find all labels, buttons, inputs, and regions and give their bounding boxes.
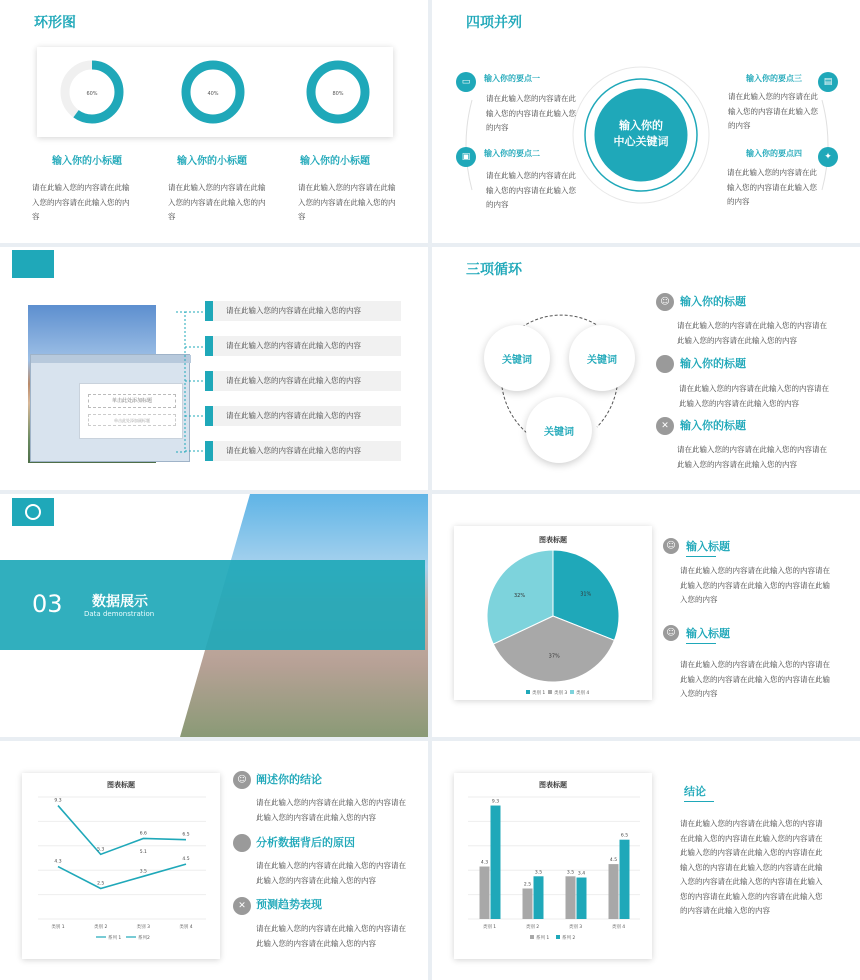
- list-row-text: 请在此输入您的内容请在此输入您的内容: [226, 341, 361, 350]
- data-label: 9.3: [491, 799, 500, 805]
- logo-block: [12, 498, 54, 526]
- bar-chart-card: [454, 773, 652, 959]
- section-title: 数据展示: [92, 594, 148, 610]
- bar: [480, 867, 490, 919]
- tools-icon: ✦: [818, 147, 838, 167]
- pie-item-1-heading: 输入标题: [686, 540, 730, 553]
- point-4-text: 请在此输入您的内容请在此输入您的内容请在此输入您的内容: [727, 168, 817, 206]
- bar: [491, 806, 501, 919]
- circle-icon: [656, 355, 674, 373]
- tick-label: 类别 4: [179, 925, 193, 930]
- legend-label: 系列2: [138, 936, 150, 941]
- data-label: 2.5: [523, 882, 532, 888]
- chart-title: 图表标题: [539, 536, 567, 544]
- pie-item-1-text: 请在此输入您的内容请在此输入您的内容请在此输入您的内容请在此输入您的内容请在此输入您的内容: [680, 566, 830, 604]
- data-label: 4.3: [54, 859, 62, 865]
- bar: [534, 876, 544, 919]
- legend-swatch: [526, 690, 530, 694]
- bar: [577, 878, 587, 919]
- center-keyword-line1: 输入你的: [619, 119, 663, 132]
- bar: [523, 889, 533, 920]
- list-row: [205, 371, 401, 391]
- handshake-icon: ☺: [663, 538, 679, 554]
- tick-label: 类别 2: [94, 925, 108, 930]
- data-label: 2.5: [97, 881, 105, 887]
- slide-list-photo[interactable]: [0, 247, 428, 490]
- briefcase-icon: ▣: [456, 147, 476, 167]
- point-2-text: 请在此输入您的内容请在此输入您的内容请在此输入您的内容: [486, 171, 576, 209]
- cycle-item-2-text: 请在此输入您的内容请在此输入您的内容请在此输入您的内容请在此输入您的内容: [679, 384, 829, 408]
- handshake-icon: ☺: [663, 625, 679, 641]
- ring-2-text: 请在此输入您的内容请在此输入您的内容请在此输入您的内容: [168, 183, 266, 221]
- ring-1-text: 请在此输入您的内容请在此输入您的内容请在此输入您的内容: [32, 183, 130, 221]
- pie-item-2-heading: 输入标题: [686, 627, 730, 640]
- list-row: [205, 406, 401, 426]
- slide-bar-chart[interactable]: [432, 741, 860, 980]
- list-row: [205, 336, 401, 356]
- circle-icon: [233, 834, 251, 852]
- tick-label: 类别 4: [611, 925, 626, 930]
- ring-1-subtitle: 输入你的小标题: [52, 156, 122, 167]
- series-line: [58, 864, 186, 888]
- list-row-text: 请在此输入您的内容请在此输入您的内容: [226, 306, 361, 315]
- data-label: 3.5: [566, 870, 575, 876]
- cycle-item-3-text: 请在此输入您的内容请在此输入您的内容请在此输入您的内容请在此输入您的内容: [677, 445, 827, 469]
- slide-line-chart[interactable]: [0, 741, 428, 980]
- tools-icon: ✕: [233, 897, 251, 915]
- slide-four-points[interactable]: [432, 0, 860, 243]
- handshake-icon: ☺: [656, 293, 674, 311]
- tick-label: 类别 3: [136, 925, 150, 930]
- list-row-text: 请在此输入您的内容请在此输入您的内容: [226, 411, 361, 420]
- legend-swatch: [530, 935, 534, 939]
- data-label: 5.1: [139, 849, 147, 855]
- cycle-item-2-heading: 输入你的标题: [680, 357, 746, 370]
- pie-data-label: 32%: [514, 592, 526, 599]
- legend-swatch: [570, 690, 574, 694]
- line-chart-svg: [22, 773, 220, 959]
- line-item-1-heading: 阐述你的结论: [256, 773, 322, 786]
- line-item-2-heading: 分析数据背后的原因: [256, 836, 355, 849]
- data-label: 3.4: [577, 871, 586, 877]
- data-label: 5.3: [97, 847, 105, 853]
- list-row-text: 请在此输入您的内容请在此输入您的内容: [226, 446, 361, 455]
- bar-chart-svg: [454, 773, 652, 959]
- handshake-icon: ☺: [233, 771, 251, 789]
- tick-label: 类别 2: [525, 925, 540, 930]
- point-2-label: 输入你的要点二: [484, 149, 540, 158]
- cycle-keyword-2: 关键词: [569, 325, 635, 391]
- bar: [620, 840, 630, 919]
- ring-2-value: 40%: [207, 91, 219, 97]
- slide-title: 环形图: [34, 15, 76, 31]
- slide-title: 三项循环: [466, 262, 522, 278]
- ring-card: [37, 47, 393, 137]
- point-1-text: 请在此输入您的内容请在此输入您的内容请在此输入您的内容: [486, 94, 576, 132]
- legend-label: 系列 1: [536, 936, 550, 941]
- conclusion-heading: 结论: [684, 785, 706, 798]
- bar: [609, 864, 619, 919]
- data-label: 4.5: [609, 858, 618, 864]
- ring-3: [311, 65, 365, 119]
- cycle-item-1-heading: 输入你的标题: [680, 295, 746, 308]
- ring-3-text: 请在此输入您的内容请在此输入您的内容请在此输入您的内容: [298, 183, 396, 221]
- conclusion-text: 请在此输入您的内容请在此输入您的内容请在此输入您的内容请在此输入您的内容请在此输入您的内容请在此输入您的内容请在此输入您的内容请在此输入您的内容请在此输入您的内容请在此输入您的内容请在此输入您的内容请在此输入您的内容请在此输入您的内容请在此输入您的内容: [680, 819, 823, 915]
- legend-swatch: [556, 935, 560, 939]
- line-chart-card: [22, 773, 220, 959]
- heading-underline: [686, 556, 716, 557]
- truck-icon: ▤: [818, 72, 838, 92]
- cycle-keyword-1: 关键词: [484, 325, 550, 391]
- legend-label: 系列 2: [562, 936, 576, 941]
- ring-2: [186, 65, 240, 119]
- cycle-keyword-3: 关键词: [526, 397, 592, 463]
- data-label: 3.5: [139, 869, 147, 875]
- monitor-icon: ▭: [456, 72, 476, 92]
- point-1-label: 输入你的要点一: [484, 74, 540, 83]
- cycle-item-1-text: 请在此输入您的内容请在此输入您的内容请在此输入您的内容请在此输入您的内容: [677, 321, 827, 345]
- logo-icon: [25, 504, 41, 520]
- screen-title-placeholder: 单击此处添加标题: [88, 394, 176, 408]
- data-label: 6.6: [139, 831, 147, 837]
- ring-1-value: 60%: [86, 91, 98, 97]
- legend-label: 系列 1: [108, 936, 122, 941]
- point-3-text: 请在此输入您的内容请在此输入您的内容请在此输入您的内容: [728, 92, 818, 130]
- pie-chart-svg: [454, 526, 652, 700]
- line-item-1-text: 请在此输入您的内容请在此输入您的内容请在此输入您的内容请在此输入您的内容: [256, 798, 406, 822]
- slide-section-divider[interactable]: [0, 494, 428, 737]
- pie-data-label: 31%: [580, 591, 592, 598]
- tools-icon: ✕: [656, 417, 674, 435]
- point-3-label: 输入你的要点三: [746, 74, 802, 83]
- ring-3-subtitle: 输入你的小标题: [300, 156, 370, 167]
- screen-subtitle-placeholder: 单击此处添加副标题: [88, 414, 176, 426]
- list-row: [205, 301, 401, 321]
- legend-label: 类别 4: [576, 691, 590, 696]
- tick-label: 类别 1: [482, 925, 497, 930]
- ring-3-value: 80%: [332, 91, 344, 97]
- data-label: 6.5: [620, 833, 629, 839]
- data-label: 9.3: [54, 798, 62, 804]
- slide-pie-chart[interactable]: [432, 494, 860, 737]
- pie-data-label: 37%: [548, 653, 560, 660]
- line-item-3-text: 请在此输入您的内容请在此输入您的内容请在此输入您的内容请在此输入您的内容: [256, 924, 406, 948]
- data-label: 4.5: [182, 857, 190, 863]
- pie-item-2-text: 请在此输入您的内容请在此输入您的内容请在此输入您的内容请在此输入您的内容请在此输入您的内容: [680, 660, 830, 698]
- section-band: [0, 560, 425, 650]
- data-label: 6.5: [182, 832, 190, 838]
- tick-label: 类别 3: [568, 925, 583, 930]
- line-item-3-heading: 预测趋势表现: [256, 898, 322, 911]
- legend-label: 类别 3: [554, 691, 568, 696]
- line-item-2-text: 请在此输入您的内容请在此输入您的内容请在此输入您的内容请在此输入您的内容: [256, 861, 406, 885]
- ring-1: [65, 65, 119, 119]
- slide-three-cycle[interactable]: [432, 247, 860, 490]
- heading-underline: [684, 801, 714, 802]
- heading-underline: [686, 643, 716, 644]
- list-row: [205, 441, 401, 461]
- pie-chart-card: [454, 526, 652, 700]
- series-line: [58, 806, 186, 855]
- data-label: 4.3: [480, 860, 489, 866]
- ring-chart-svg: [37, 47, 393, 137]
- chart-title: 图表标题: [107, 781, 135, 789]
- legend-label: 类别 1: [532, 691, 546, 696]
- data-label: 3.5: [534, 870, 543, 876]
- section-subtitle: Data demonstration: [84, 610, 155, 618]
- tick-label: 类别 1: [51, 925, 65, 930]
- slide-title: 四项并列: [466, 15, 522, 31]
- legend-swatch: [548, 690, 552, 694]
- bar: [566, 876, 576, 919]
- section-number: 03: [32, 590, 63, 618]
- chart-title: 图表标题: [539, 781, 567, 789]
- ring-2-subtitle: 输入你的小标题: [177, 156, 247, 167]
- slide-ring-chart[interactable]: [0, 0, 428, 243]
- cycle-item-3-heading: 输入你的标题: [680, 419, 746, 432]
- center-keyword-line2: 中心关键词: [613, 135, 669, 148]
- center-keyword: [593, 118, 689, 150]
- list-row-text: 请在此输入您的内容请在此输入您的内容: [226, 376, 361, 385]
- point-4-label: 输入你的要点四: [746, 149, 802, 158]
